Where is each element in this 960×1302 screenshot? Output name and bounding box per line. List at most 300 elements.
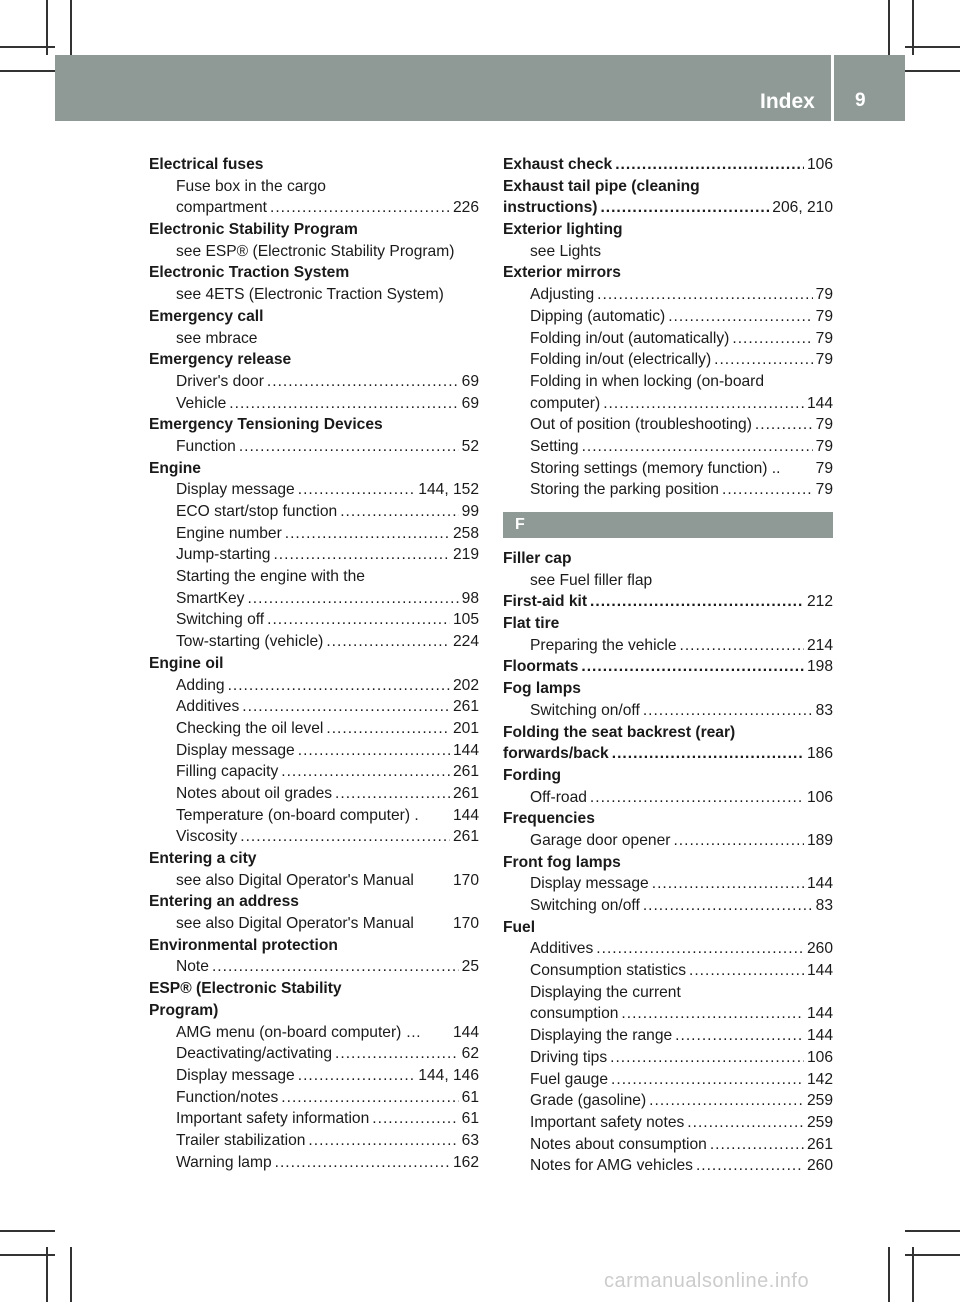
page-reference[interactable]: 206, 210 bbox=[772, 199, 833, 217]
dot-leader bbox=[273, 544, 450, 566]
index-entry-text: Function/notes bbox=[176, 1088, 279, 1106]
index-subentry bbox=[149, 284, 479, 306]
page-reference[interactable]: 144 bbox=[452, 806, 479, 824]
index-subentry[interactable] bbox=[503, 436, 833, 458]
dot-leader bbox=[600, 197, 769, 219]
index-heading bbox=[503, 917, 833, 939]
dot-leader bbox=[649, 1090, 804, 1112]
dot-leader bbox=[710, 1134, 804, 1156]
page-reference[interactable]: 79 bbox=[815, 481, 833, 499]
index-entry-text: Frequencies bbox=[503, 810, 595, 828]
dot-leader bbox=[615, 154, 804, 176]
page-reference[interactable]: 261 bbox=[452, 828, 479, 846]
index-entry-text: Adding bbox=[176, 676, 225, 694]
index-subentry bbox=[149, 566, 479, 588]
dot-leader bbox=[621, 1003, 804, 1025]
dot-leader bbox=[285, 523, 450, 545]
crop-mark bbox=[0, 1230, 55, 1232]
page-reference[interactable]: 52 bbox=[461, 437, 479, 455]
index-entry-text: Folding the seat backrest (rear) bbox=[503, 723, 736, 741]
index-entry-text: Function bbox=[176, 437, 236, 455]
page-reference[interactable]: 261 bbox=[452, 763, 479, 781]
dot-leader bbox=[298, 1065, 416, 1087]
index-subentry[interactable] bbox=[503, 1134, 833, 1156]
page-reference[interactable]: 79 bbox=[815, 437, 833, 455]
index-heading bbox=[503, 852, 833, 874]
page-reference[interactable]: 260 bbox=[806, 1157, 833, 1175]
index-heading bbox=[503, 219, 833, 241]
dot-leader bbox=[228, 675, 450, 697]
index-subentry bbox=[503, 241, 833, 263]
page-reference[interactable]: 219 bbox=[452, 546, 479, 564]
index-subentry[interactable] bbox=[149, 718, 479, 740]
index-heading bbox=[149, 306, 479, 328]
index-entry-text: Exterior mirrors bbox=[503, 264, 621, 282]
page-reference[interactable]: 83 bbox=[815, 701, 833, 719]
index-entry-text: Filling capacity bbox=[176, 763, 279, 781]
index-heading[interactable] bbox=[503, 154, 833, 176]
index-entry-text: see 4ETS (Electronic Traction System) bbox=[176, 286, 444, 304]
index-entry-text: Fording bbox=[503, 766, 562, 784]
index-subentry[interactable] bbox=[149, 870, 479, 892]
index-entry-text: Viscosity bbox=[176, 828, 238, 846]
dot-leader bbox=[335, 783, 450, 805]
page-reference[interactable]: 79 bbox=[815, 459, 833, 477]
dot-leader bbox=[335, 1043, 459, 1065]
page-reference[interactable]: 144 bbox=[452, 741, 479, 759]
index-subentry[interactable] bbox=[149, 740, 479, 762]
index-entry-text: Garage door opener bbox=[530, 831, 671, 849]
page-reference[interactable]: 106 bbox=[806, 788, 833, 806]
index-entry-text: Electronic Stability Program bbox=[149, 221, 358, 239]
index-entry-text: Entering a city bbox=[149, 850, 257, 867]
index-entry-text: Environmental protection bbox=[149, 936, 338, 954]
index-entry-text: see Lights bbox=[530, 242, 602, 260]
index-entry-text: Program) bbox=[149, 1001, 219, 1019]
page-reference[interactable]: 261 bbox=[806, 1135, 833, 1153]
dot-leader bbox=[242, 696, 450, 718]
dot-leader bbox=[267, 371, 459, 393]
page-reference[interactable]: 79 bbox=[815, 416, 833, 434]
index-heading bbox=[149, 349, 479, 371]
dot-leader bbox=[275, 1152, 450, 1174]
index-subentry[interactable] bbox=[503, 700, 833, 722]
index-heading bbox=[149, 219, 479, 241]
index-subentry[interactable] bbox=[503, 1112, 833, 1134]
index-entry-text: Display message bbox=[530, 875, 649, 893]
page-reference[interactable]: 170 bbox=[452, 915, 479, 933]
dot-leader bbox=[239, 436, 459, 458]
crop-mark bbox=[905, 1254, 960, 1256]
page-reference[interactable]: 98 bbox=[461, 589, 479, 607]
index-subentry[interactable] bbox=[149, 436, 479, 458]
page-reference[interactable]: 79 bbox=[815, 307, 833, 325]
index-entry-text: Electronic Traction System bbox=[149, 264, 350, 282]
index-heading bbox=[149, 154, 479, 176]
page-reference[interactable]: 186 bbox=[806, 745, 833, 763]
page-reference[interactable]: 61 bbox=[461, 1110, 479, 1128]
index-heading bbox=[503, 613, 833, 635]
index-subentry[interactable] bbox=[149, 523, 479, 545]
page-reference[interactable]: 144, 146 bbox=[418, 1066, 479, 1084]
index-entry-text: see mbrace bbox=[176, 329, 258, 347]
page-reference[interactable]: 201 bbox=[452, 719, 479, 737]
index-entry-text: Starting the engine with the bbox=[176, 568, 365, 586]
index-subentry bbox=[149, 176, 479, 198]
page-reference[interactable]: 83 bbox=[815, 897, 833, 914]
index-heading bbox=[149, 891, 479, 913]
page-reference[interactable]: 189 bbox=[806, 831, 833, 849]
index-entry-text: Warning lamp bbox=[176, 1153, 272, 1171]
index-heading bbox=[503, 808, 833, 830]
dot-leader bbox=[643, 700, 813, 722]
page-reference[interactable]: 260 bbox=[806, 940, 833, 958]
page-reference[interactable]: 69 bbox=[461, 394, 479, 412]
page-reference[interactable]: 105 bbox=[452, 611, 479, 629]
index-entry-text: Temperature (on-board computer) . bbox=[176, 806, 419, 824]
index-entry-text: Emergency Tensioning Devices bbox=[149, 416, 383, 434]
dot-leader bbox=[229, 393, 458, 415]
index-heading bbox=[149, 653, 479, 675]
index-heading bbox=[503, 548, 833, 570]
dot-leader bbox=[611, 1069, 804, 1091]
crop-mark bbox=[905, 46, 960, 48]
index-heading bbox=[503, 678, 833, 700]
index-subentry[interactable] bbox=[149, 1065, 479, 1087]
index-subentry[interactable] bbox=[149, 783, 479, 805]
index-subentry[interactable] bbox=[149, 956, 479, 978]
page-reference[interactable]: 63 bbox=[461, 1131, 479, 1149]
page-title: Index bbox=[760, 90, 815, 113]
index-entry-text: Note bbox=[176, 958, 209, 976]
index-entry-text: ECO start/stop function bbox=[176, 503, 338, 520]
page-reference[interactable]: 79 bbox=[815, 286, 833, 304]
index-entry-text: forwards/back bbox=[503, 745, 609, 763]
index-heading bbox=[149, 978, 479, 1000]
index-subentry bbox=[503, 371, 833, 393]
dot-leader bbox=[643, 895, 813, 917]
index-entry-text: Emergency call bbox=[149, 307, 264, 325]
page-number: 9 bbox=[855, 90, 866, 111]
index-entry-text: Notes about oil grades bbox=[176, 784, 333, 802]
index-entry-text: Storing settings (memory function) .. bbox=[530, 459, 781, 477]
page-reference[interactable]: 261 bbox=[452, 698, 479, 716]
index-subentry[interactable] bbox=[149, 805, 479, 827]
index-heading bbox=[503, 262, 833, 284]
index-subentry[interactable] bbox=[149, 913, 479, 935]
index-entry-text: see also Digital Operator's Manual bbox=[176, 871, 414, 889]
page-reference[interactable]: 162 bbox=[452, 1153, 479, 1171]
index-entry-text: see ESP® (Electronic Stability Program) bbox=[176, 242, 455, 260]
crop-mark bbox=[0, 1254, 55, 1256]
index-subentry[interactable] bbox=[503, 635, 833, 657]
dot-leader bbox=[281, 1087, 458, 1109]
index-entry-text: Out of position (troubleshooting) bbox=[530, 416, 752, 434]
page-reference[interactable]: 144, 152 bbox=[418, 481, 479, 499]
page-reference[interactable]: 79 bbox=[815, 351, 833, 369]
dot-leader bbox=[590, 591, 804, 613]
index-subentry[interactable] bbox=[503, 349, 833, 371]
page-reference[interactable]: 170 bbox=[452, 871, 479, 889]
index-entry-text: ESP® (Electronic Stability bbox=[149, 980, 342, 998]
index-entry-text: Storing the parking position bbox=[530, 481, 719, 499]
dot-leader bbox=[340, 501, 458, 523]
index-subentry[interactable] bbox=[149, 544, 479, 566]
page-reference[interactable]: 224 bbox=[452, 633, 479, 651]
header-divider bbox=[831, 55, 834, 121]
index-subentry bbox=[503, 570, 833, 592]
index-entry-text: Important safety notes bbox=[530, 1113, 685, 1131]
index-entry-text: see also Digital Operator's Manual bbox=[176, 915, 414, 933]
index-subentry[interactable] bbox=[503, 284, 833, 306]
dot-leader bbox=[247, 588, 458, 610]
index-entry-text: Electrical fuses bbox=[149, 156, 264, 173]
page-reference[interactable]: 214 bbox=[806, 636, 833, 654]
watermark: carmanualsonline.info bbox=[604, 1270, 810, 1292]
index-entry-text: Adjusting bbox=[530, 286, 595, 304]
dot-leader bbox=[687, 1112, 804, 1134]
page-reference[interactable]: 259 bbox=[806, 1092, 833, 1110]
page-reference[interactable]: 202 bbox=[452, 676, 479, 694]
index-entry-text: Notes about consumption bbox=[530, 1135, 707, 1153]
index-subentry[interactable] bbox=[503, 895, 833, 917]
dot-leader bbox=[696, 1155, 804, 1177]
dot-leader bbox=[675, 1025, 804, 1047]
crop-mark bbox=[0, 46, 55, 48]
crop-mark bbox=[888, 0, 890, 55]
index-subentry[interactable] bbox=[149, 479, 479, 501]
index-heading bbox=[149, 262, 479, 284]
index-subentry[interactable] bbox=[503, 1069, 833, 1091]
page-reference[interactable]: 144 bbox=[806, 962, 833, 980]
index-entry-text: Setting bbox=[530, 437, 579, 455]
page-reference[interactable]: 144 bbox=[452, 1023, 479, 1041]
index-subentry[interactable] bbox=[503, 1003, 833, 1025]
dot-leader bbox=[298, 479, 416, 501]
index-subentry[interactable] bbox=[503, 873, 833, 895]
index-entry-text: Vehicle bbox=[176, 394, 227, 412]
page-reference[interactable]: 258 bbox=[452, 524, 479, 542]
index-subentry[interactable] bbox=[149, 826, 479, 848]
index-entry-text: Switching off bbox=[176, 611, 265, 629]
page-reference[interactable]: 261 bbox=[452, 784, 479, 802]
index-heading bbox=[149, 848, 479, 870]
dot-leader bbox=[372, 1108, 458, 1130]
index-subentry[interactable] bbox=[503, 393, 833, 415]
dot-leader bbox=[582, 436, 813, 458]
page-reference[interactable]: 198 bbox=[806, 658, 833, 676]
index-entry-text: Emergency release bbox=[149, 351, 292, 369]
index-letter-heading: F bbox=[503, 512, 833, 538]
index-subentry bbox=[149, 328, 479, 350]
page-reference[interactable]: 99 bbox=[461, 503, 479, 520]
index-subentry[interactable] bbox=[149, 1043, 479, 1065]
dot-leader bbox=[612, 743, 804, 765]
dot-leader bbox=[755, 414, 813, 436]
index-entry-text: Display message bbox=[176, 1066, 295, 1084]
index-subentry[interactable] bbox=[503, 938, 833, 960]
index-entry-text: Consumption statistics bbox=[530, 962, 686, 980]
index-entry-text: Fuel bbox=[503, 918, 536, 936]
index-entry-text: Checking the oil level bbox=[176, 719, 324, 737]
index-entry-text: Driver's door bbox=[176, 372, 264, 390]
index-entry-text: Exterior lighting bbox=[503, 221, 623, 239]
dot-leader bbox=[326, 631, 450, 653]
index-entry-text: Exhaust tail pipe (cleaning bbox=[503, 177, 700, 195]
index-subentry[interactable] bbox=[149, 588, 479, 610]
index-heading bbox=[149, 458, 479, 480]
page-reference[interactable]: 79 bbox=[815, 329, 833, 347]
index-subentry[interactable] bbox=[503, 1025, 833, 1047]
index-heading bbox=[503, 722, 833, 744]
index-entry-text: Display message bbox=[176, 481, 295, 499]
index-entry-text: Displaying the current bbox=[530, 983, 681, 1001]
crop-mark bbox=[0, 70, 55, 72]
index-subentry[interactable] bbox=[503, 306, 833, 328]
index-subentry[interactable] bbox=[149, 761, 479, 783]
dot-leader bbox=[673, 830, 804, 852]
index-subentry[interactable] bbox=[149, 696, 479, 718]
index-subentry[interactable] bbox=[149, 393, 479, 415]
index-entry-text: consumption bbox=[530, 1005, 619, 1023]
index-subentry[interactable] bbox=[149, 1152, 479, 1174]
index-entry-text: Off-road bbox=[530, 788, 587, 806]
index-entry-text: Driving tips bbox=[530, 1048, 608, 1066]
dot-leader bbox=[597, 284, 812, 306]
dot-leader bbox=[610, 1047, 804, 1069]
index-subentry[interactable] bbox=[149, 675, 479, 697]
page-reference[interactable]: 144 bbox=[806, 875, 833, 893]
index-heading bbox=[149, 414, 479, 436]
index-entry-text: Exhaust check bbox=[503, 156, 613, 173]
index-subentry[interactable] bbox=[503, 787, 833, 809]
index-heading[interactable] bbox=[503, 656, 833, 678]
index-subentry[interactable] bbox=[149, 197, 479, 219]
index-entry-text: Additives bbox=[176, 698, 240, 716]
index-subentry[interactable] bbox=[149, 609, 479, 631]
crop-mark bbox=[70, 1247, 72, 1302]
page-reference[interactable]: 144 bbox=[806, 394, 833, 412]
index-entry-text: First-aid kit bbox=[503, 593, 588, 611]
index-entry-text: see Fuel filler flap bbox=[530, 571, 653, 589]
dot-leader bbox=[267, 609, 450, 631]
dot-leader bbox=[714, 349, 813, 371]
index-subentry[interactable] bbox=[149, 1130, 479, 1152]
index-subentry[interactable] bbox=[503, 414, 833, 436]
dot-leader bbox=[270, 197, 450, 219]
index-subentry[interactable] bbox=[149, 501, 479, 523]
index-entry-text: compartment bbox=[176, 199, 267, 217]
index-entry-text: Folding in/out (electrically) bbox=[530, 351, 712, 369]
index-entry-text: Engine bbox=[149, 459, 201, 477]
page-reference[interactable]: 106 bbox=[806, 1048, 833, 1066]
index-subentry[interactable] bbox=[503, 328, 833, 350]
index-entry-text: Displaying the range bbox=[530, 1027, 673, 1045]
index-entry-text: Jump-starting bbox=[176, 546, 271, 564]
index-entry-text: Additives bbox=[530, 940, 594, 958]
index-entry-text: Flat tire bbox=[503, 615, 560, 633]
index-subentry[interactable] bbox=[149, 1087, 479, 1109]
index-entry-text: Folding in/out (automatically) bbox=[530, 329, 730, 347]
index-entry-text: Deactivating/activating bbox=[176, 1045, 333, 1063]
index-subentry[interactable] bbox=[503, 1155, 833, 1177]
index-entry-text: Tow-starting (vehicle) bbox=[176, 633, 324, 651]
index-entry-text: Notes for AMG vehicles bbox=[530, 1157, 693, 1175]
index-entry-text: Dipping (automatic) bbox=[530, 307, 666, 325]
index-entry-text: Fuel gauge bbox=[530, 1070, 609, 1088]
dot-leader bbox=[603, 393, 804, 415]
index-heading bbox=[503, 176, 833, 198]
dot-leader bbox=[596, 938, 804, 960]
index-column-left bbox=[149, 154, 479, 1173]
page-reference[interactable]: 226 bbox=[452, 199, 479, 217]
index-entry-text: Preparing the vehicle bbox=[530, 636, 677, 654]
page-reference[interactable]: 212 bbox=[806, 593, 833, 611]
index-subentry[interactable] bbox=[503, 458, 833, 480]
dot-leader bbox=[326, 718, 450, 740]
dot-leader bbox=[722, 479, 813, 501]
page-reference[interactable]: 142 bbox=[806, 1070, 833, 1088]
crop-mark bbox=[888, 1247, 890, 1302]
index-subentry[interactable] bbox=[503, 1047, 833, 1069]
page-reference[interactable]: 25 bbox=[461, 958, 479, 976]
dot-leader bbox=[281, 761, 450, 783]
index-entry-text: computer) bbox=[530, 394, 601, 412]
crop-mark bbox=[70, 0, 72, 55]
dot-leader bbox=[689, 960, 804, 982]
page-reference[interactable]: 61 bbox=[461, 1088, 479, 1106]
dot-leader bbox=[298, 740, 450, 762]
index-subentry bbox=[149, 241, 479, 263]
index-subentry[interactable] bbox=[149, 631, 479, 653]
index-entry-text: Floormats bbox=[503, 658, 579, 676]
index-entry-text: Grade (gasoline) bbox=[530, 1092, 647, 1110]
index-heading[interactable] bbox=[503, 197, 833, 219]
page-reference[interactable]: 69 bbox=[461, 372, 479, 390]
page-reference[interactable]: 259 bbox=[806, 1113, 833, 1131]
dot-leader bbox=[668, 306, 812, 328]
index-subentry[interactable] bbox=[149, 1022, 479, 1044]
dot-leader bbox=[581, 656, 804, 678]
page-reference[interactable]: 144 bbox=[806, 1005, 833, 1023]
page-reference[interactable]: 106 bbox=[806, 156, 833, 173]
crop-mark bbox=[905, 70, 960, 72]
dot-leader bbox=[240, 826, 450, 848]
index-entry-text: SmartKey bbox=[176, 589, 245, 607]
index-subentry[interactable] bbox=[503, 479, 833, 501]
index-subentry[interactable] bbox=[503, 830, 833, 852]
index-entry-text: Entering an address bbox=[149, 893, 299, 911]
index-entry-text: Fog lamps bbox=[503, 680, 581, 698]
index-entry-text: Engine number bbox=[176, 524, 282, 542]
index-heading[interactable] bbox=[503, 743, 833, 765]
index-entry-text: Important safety information bbox=[176, 1110, 370, 1128]
index-subentry[interactable] bbox=[503, 1090, 833, 1112]
dot-leader bbox=[652, 873, 804, 895]
index-heading[interactable] bbox=[503, 591, 833, 613]
dot-leader bbox=[732, 328, 812, 350]
index-heading bbox=[503, 765, 833, 787]
index-subentry[interactable] bbox=[149, 371, 479, 393]
crop-mark bbox=[905, 1230, 960, 1232]
index-entry-text: Fuse box in the cargo bbox=[176, 177, 326, 195]
page-reference[interactable]: 62 bbox=[461, 1045, 479, 1063]
index-subentry[interactable] bbox=[503, 960, 833, 982]
index-entry-text: Switching on/off bbox=[530, 897, 640, 914]
page-reference[interactable]: 144 bbox=[806, 1027, 833, 1045]
index-subentry[interactable] bbox=[149, 1108, 479, 1130]
index-subentry bbox=[503, 982, 833, 1004]
